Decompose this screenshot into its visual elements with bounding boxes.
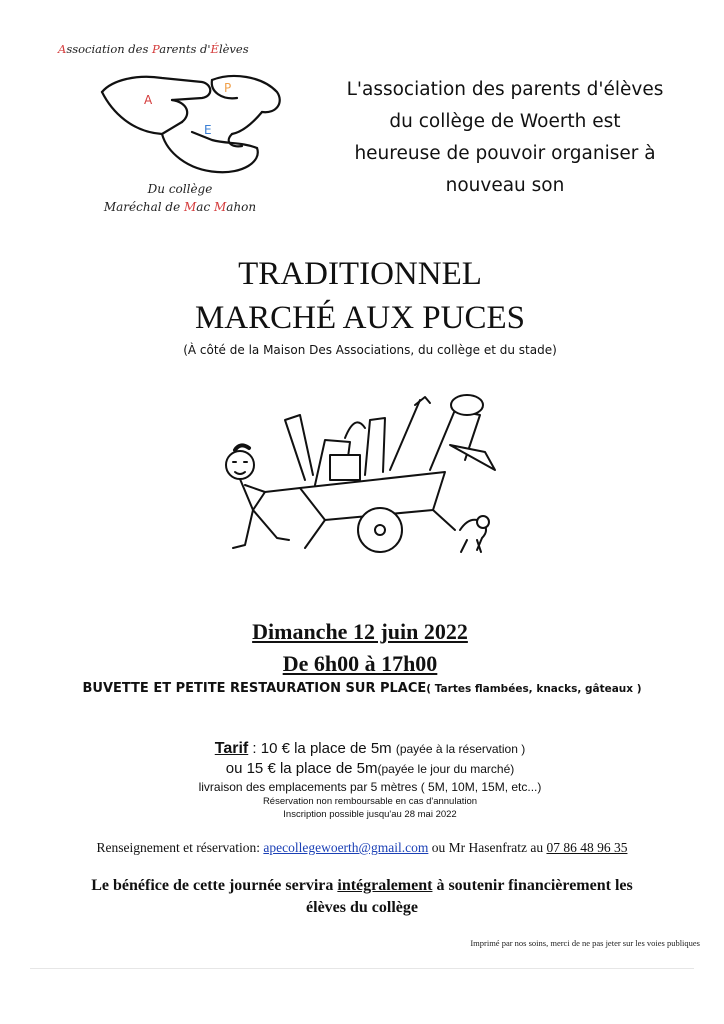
benefit-statement: Le bénéfice de cette journée servira intégralement à soutenir financièrement les élèves du collège: [91, 877, 633, 916]
logo-letter-e: E: [204, 123, 212, 137]
event-title: TRADITIONNEL MARCHÉ AUX PUCES: [194, 256, 526, 336]
contact-line: Renseignement et réservation: apecollegewoerth@gmail.com ou Mr Hasenfratz au 07 86 48 96 35: [96, 840, 628, 855]
tarif-label: Tarif: [214, 740, 249, 757]
intro-text: L'association des parents d'élèves du collège de Woerth est heureuse de pouvoir organiser à nouveau son: [346, 79, 664, 196]
logo-letter-a: A: [144, 93, 153, 107]
email-link[interactable]: apecollegewoerth@gmail.com: [263, 840, 429, 855]
hands-logo-icon: [92, 62, 292, 182]
phone-number: 07 86 48 96 35: [546, 840, 628, 855]
logo-letter-p: P: [224, 81, 232, 95]
divider: [30, 968, 694, 969]
wheelbarrow-flea-market-illustration-icon: [205, 380, 505, 580]
footer-note: Imprimé par nos soins, merci de ne pas jeter sur les voies publiques: [470, 938, 700, 948]
event-location: (À côté de la Maison Des Associations, du collège et du stade): [183, 343, 557, 357]
buvette-info: BUVETTE ET PETITE RESTAURATION SUR PLACE( Tartes flambées, knacks, gâteaux ): [82, 681, 642, 696]
tarif-block: Tarif : 10 € la place de 5m (payée à la réservation ) ou 15 € la place de 5m(payée le jour du marché) livraison des emplacements par 5 mètres ( 5M, 10M, 15M, etc...) Réservation non remboursable en cas d'annulation Inscription possible jusqu'au 28 mai 2022: [198, 740, 542, 820]
event-date: Dimanche 12 juin 2022 De 6h00 à 17h00: [252, 619, 468, 676]
logo-college-name: Du collège Maréchal de Mac Mahon: [103, 182, 257, 214]
logo-association-title: Association des Parents d'Élèves: [58, 42, 249, 56]
